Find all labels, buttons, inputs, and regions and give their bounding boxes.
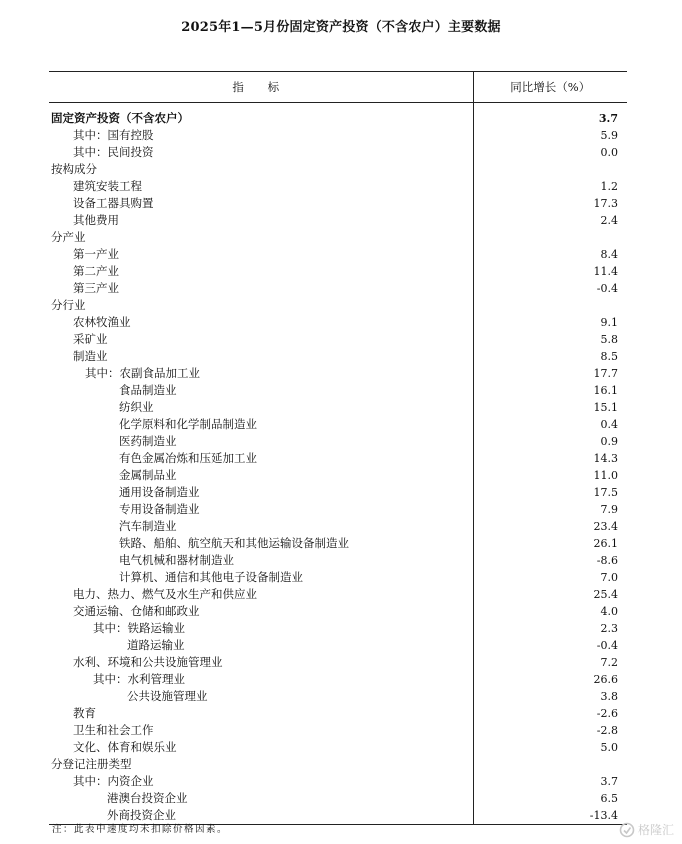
- row-growth-value: 3.7: [600, 775, 618, 788]
- row-indicator-name: 食品制造业: [49, 382, 473, 399]
- table-row: [49, 620, 627, 637]
- row-growth-value: 5.9: [600, 129, 618, 142]
- row-indicator-name: 水利、环境和公共设施管理业: [49, 654, 473, 671]
- row-indicator-name: 第一产业: [49, 246, 473, 263]
- row-indicator-name: 其他费用: [49, 212, 473, 229]
- row-indicator-name: 第二产业: [49, 263, 473, 280]
- row-growth-value: 25.4: [593, 588, 618, 601]
- row-growth-value: 0.4: [600, 418, 618, 431]
- table-row: [49, 603, 627, 620]
- row-growth-value: -2.8: [596, 724, 618, 737]
- spacer-cell: [49, 103, 473, 111]
- row-growth-value: 7.0: [600, 571, 618, 584]
- row-indicator-name: 化学原料和化学制品制造业: [49, 416, 473, 433]
- footnote: 注：此表中速度均未扣除价格因素。: [52, 824, 229, 835]
- row-indicator-name: 汽车制造业: [49, 518, 473, 535]
- row-growth-value: -13.4: [473, 807, 627, 825]
- row-indicator-name: 教育: [49, 705, 473, 722]
- row-growth-value: 7.9: [600, 503, 618, 516]
- table-row: [49, 688, 627, 705]
- row-growth-value: [473, 756, 627, 773]
- table-row: [49, 773, 627, 790]
- table-row: [49, 127, 627, 144]
- table-row: [49, 195, 627, 212]
- table-row: [49, 348, 627, 365]
- header-indicator: 指 标: [49, 72, 473, 103]
- table-row: [49, 535, 627, 552]
- row-growth-value: [473, 161, 627, 178]
- table-row: [49, 161, 627, 178]
- table-row: [49, 637, 627, 654]
- table-row: [49, 671, 627, 688]
- table-row: [49, 739, 627, 756]
- table-row: [49, 416, 627, 433]
- row-growth-value: 16.1: [593, 384, 618, 397]
- row-indicator-name: 外商投资企业: [49, 807, 473, 825]
- row-indicator-name: 其中：水利管理业: [49, 671, 473, 688]
- row-indicator-name: 制造业: [49, 348, 473, 365]
- table-row: [49, 178, 627, 195]
- row-indicator-name: 公共设施管理业: [49, 688, 473, 705]
- row-growth-value: 14.3: [593, 452, 618, 465]
- row-indicator-name: 通用设备制造业: [49, 484, 473, 501]
- table-body: [49, 103, 627, 825]
- row-growth-value: 6.5: [600, 792, 618, 805]
- row-indicator-name: 采矿业: [49, 331, 473, 348]
- table-row: [49, 399, 627, 416]
- row-indicator-name: 道路运输业: [49, 637, 473, 654]
- table-row: [49, 144, 627, 161]
- row-growth-value: 0.9: [600, 435, 618, 448]
- row-growth-value: 7.2: [600, 656, 618, 669]
- table-row: [49, 569, 627, 586]
- table-row: [49, 467, 627, 484]
- row-growth-value: 5.0: [600, 741, 618, 754]
- row-growth-value: 11.0: [593, 469, 618, 482]
- table-row: [49, 484, 627, 501]
- table-header-row: [49, 72, 627, 103]
- row-indicator-name: 设备工器具购置: [49, 195, 473, 212]
- row-indicator-name: 分登记注册类型: [49, 756, 473, 773]
- table-row: [49, 654, 627, 671]
- spacer-cell: [473, 103, 627, 111]
- row-indicator-name: 文化、体育和娱乐业: [49, 739, 473, 756]
- row-indicator-name: 电气机械和器材制造业: [49, 552, 473, 569]
- table-row: [49, 314, 627, 331]
- row-indicator-name: 电力、热力、燃气及水生产和供应业: [49, 586, 473, 603]
- table-row: [49, 586, 627, 603]
- table-row: [49, 280, 627, 297]
- row-indicator-name: 第三产业: [49, 280, 473, 297]
- table-row: [49, 501, 627, 518]
- row-indicator-name: 按构成分: [49, 161, 473, 178]
- row-growth-value: 11.4: [593, 265, 618, 278]
- row-growth-value: 5.8: [600, 333, 618, 346]
- gelonghui-logo-icon: [619, 822, 635, 838]
- row-growth-value: 17.5: [593, 486, 618, 499]
- table-row: [49, 450, 627, 467]
- row-indicator-name: 农林牧渔业: [49, 314, 473, 331]
- header-growth: 同比增长（%）: [473, 72, 627, 103]
- investment-data-table: [49, 71, 627, 825]
- row-indicator-name: 其中：铁路运输业: [49, 620, 473, 637]
- row-growth-value: 17.7: [593, 367, 618, 380]
- row-growth-value: [473, 297, 627, 314]
- row-indicator-name: 分行业: [49, 297, 473, 314]
- row-growth-value: 3.8: [600, 690, 618, 703]
- row-growth-value: 4.0: [600, 605, 618, 618]
- row-indicator-name: 建筑安装工程: [49, 178, 473, 195]
- table-row: [49, 246, 627, 263]
- table-row: [49, 552, 627, 569]
- table-row: [49, 331, 627, 348]
- row-growth-value: 26.1: [593, 537, 618, 550]
- watermark-text: 格隆汇: [637, 823, 674, 837]
- row-growth-value: 8.5: [600, 350, 618, 363]
- row-growth-value: 1.2: [600, 180, 618, 193]
- row-growth-value: 17.3: [593, 197, 618, 210]
- spacer-row: [49, 103, 627, 111]
- row-indicator-name: 医药制造业: [49, 433, 473, 450]
- table-row: [49, 297, 627, 314]
- row-growth-value: 9.1: [600, 316, 618, 329]
- row-indicator-name: 卫生和社会工作: [49, 722, 473, 739]
- row-indicator-name: 其中：民间投资: [49, 144, 473, 161]
- row-growth-value: 2.4: [600, 214, 618, 227]
- row-indicator-name: 专用设备制造业: [49, 501, 473, 518]
- row-indicator-name: 其中：国有控股: [49, 127, 473, 144]
- row-growth-value: -0.4: [596, 639, 618, 652]
- row-indicator-name: 有色金属冶炼和压延加工业: [49, 450, 473, 467]
- row-growth-value: 23.4: [593, 520, 618, 533]
- row-growth-value: 0.0: [600, 146, 618, 159]
- row-growth-value: -0.4: [596, 282, 618, 295]
- row-growth-value: -2.6: [596, 707, 618, 720]
- row-growth-value: -8.6: [596, 554, 618, 567]
- page-title: 2025年1—5月份固定资产投资（不含农户）主要数据: [181, 20, 501, 35]
- table-row: [49, 382, 627, 399]
- table-row: [49, 433, 627, 450]
- row-indicator-name: 其中：农副食品加工业: [49, 365, 473, 382]
- row-indicator-name: 金属制品业: [49, 467, 473, 484]
- table-row: [49, 518, 627, 535]
- table-row: [49, 212, 627, 229]
- row-indicator-name: 计算机、通信和其他电子设备制造业: [49, 569, 473, 586]
- row-growth-value: [473, 229, 627, 246]
- watermark: [619, 821, 674, 838]
- table-row: [49, 722, 627, 739]
- table-row: [49, 263, 627, 280]
- table-row: [49, 110, 627, 127]
- row-growth-value: 2.3: [600, 622, 618, 635]
- row-indicator-name: 铁路、船舶、航空航天和其他运输设备制造业: [49, 535, 473, 552]
- row-indicator-name: 港澳台投资企业: [49, 790, 473, 807]
- row-growth-value: 15.1: [593, 401, 618, 414]
- table-row: [49, 365, 627, 382]
- table-row: [49, 229, 627, 246]
- table-row: [49, 705, 627, 722]
- row-growth-value: 3.7: [598, 112, 618, 125]
- table-row: [49, 756, 627, 773]
- table-row: [49, 790, 627, 807]
- row-indicator-name: 其中：内资企业: [49, 773, 473, 790]
- row-indicator-name: 分产业: [49, 229, 473, 246]
- row-growth-value: 26.6: [593, 673, 618, 686]
- row-growth-value: 8.4: [600, 248, 618, 261]
- row-indicator-name: 固定资产投资（不含农户）: [49, 110, 473, 127]
- row-indicator-name: 交通运输、仓储和邮政业: [49, 603, 473, 620]
- row-indicator-name: 纺织业: [49, 399, 473, 416]
